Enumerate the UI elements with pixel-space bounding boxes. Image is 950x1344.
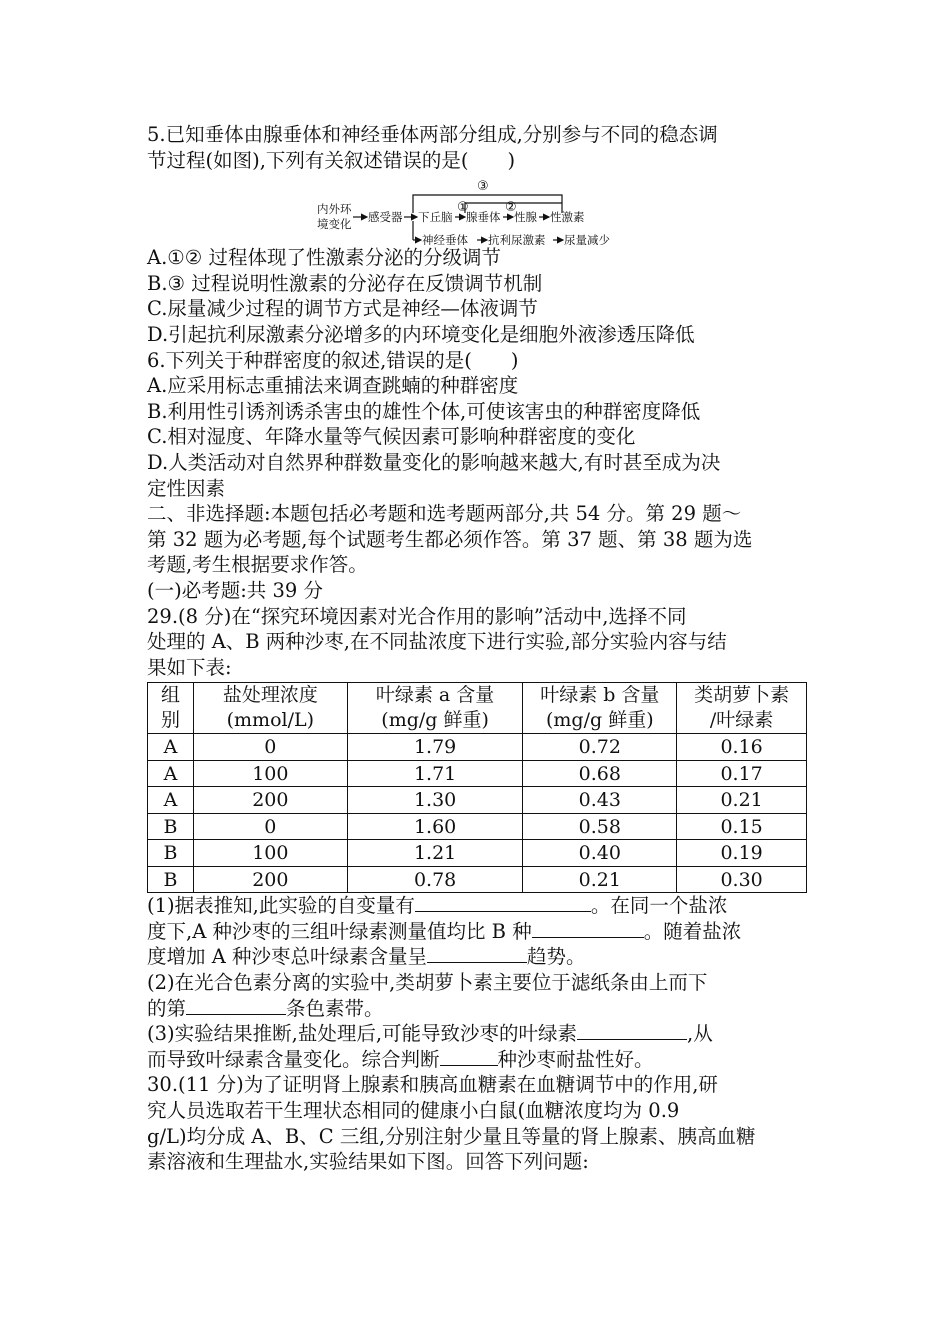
q29-part1-line2: 度下,A 种沙枣的三组叶绿素测量值均比 B 种 。随着盐浓 — [147, 919, 742, 943]
table-row — [148, 813, 807, 840]
table-cell: 1.60 — [347, 813, 523, 840]
q29-intro-line2: 处理的 A、B 两种沙枣,在不同盐浓度下进行实验,部分实验内容与结 — [147, 630, 727, 654]
table-cell: 100 — [193, 760, 347, 787]
q6-option-d-continued: 定性因素 — [147, 476, 226, 500]
diagram-hypothalamus: 下丘脑 — [418, 210, 453, 225]
q30-line2: 究人员选取若干生理状态相同的健康小白鼠(血糖浓度均为 0.9 — [147, 1099, 680, 1123]
table-cell: 1.21 — [347, 840, 523, 867]
q6-option-a: A.应采用标志重捕法来调查跳蝻的种群密度 — [147, 374, 519, 398]
diagram-env-line2: 境变化 — [317, 217, 352, 232]
diagram-circle-1: ① — [457, 200, 469, 216]
q5-option-a: A.①② 过程体现了性激素分泌的分级调节 — [147, 246, 501, 270]
diagram-urine: 尿量减少 — [564, 233, 610, 246]
section2-line1: 二、非选择题:本题包括必考题和选考题两部分,共 54 分。第 29 题～ — [147, 502, 742, 526]
diagram-adh: 抗利尿激素 — [488, 233, 546, 246]
table-cell: 100 — [193, 840, 347, 867]
q29-intro-line3: 果如下表: — [147, 655, 232, 679]
table-cell: 200 — [193, 866, 347, 893]
diagram-sex-hormone: 性激素 — [550, 210, 585, 225]
table-cell: B — [148, 866, 194, 893]
table-cell: 0.30 — [677, 866, 807, 893]
table-row — [148, 840, 807, 867]
table-row — [148, 760, 807, 787]
diagram-neuro: 神经垂体 — [422, 233, 468, 246]
section2-line2: 第 32 题为必考题,每个试题考生都必须作答。第 37 题、第 38 题为选 — [147, 527, 753, 551]
table-cell: A — [148, 734, 194, 761]
q29-part2-line2: 的第 条色素带。 — [147, 996, 384, 1020]
q30-line4: 素溶液和生理盐水,实验结果如下图。回答下列问题: — [147, 1150, 589, 1174]
table-cell: 0.58 — [523, 813, 677, 840]
section2-line3: 考题,考生根据要求作答。 — [147, 553, 368, 577]
header-carotenoid-ratio: 类胡萝卜素 /叶绿素 — [677, 683, 807, 734]
table-cell: 1.30 — [347, 787, 523, 814]
table-cell: 0.21 — [523, 866, 677, 893]
q6-option-d: D.人类活动对自然界种群数量变化的影响越来越大,有时甚至成为决 — [147, 450, 721, 474]
answer-blank[interactable] — [577, 1021, 687, 1040]
answer-blank[interactable] — [440, 1047, 498, 1066]
table-cell: B — [148, 840, 194, 867]
q29-data-table — [147, 682, 807, 893]
table-header-row — [148, 683, 807, 734]
q30-line1: 30.(11 分)为了证明肾上腺素和胰高血糖素在血糖调节中的作用,研 — [147, 1073, 718, 1097]
table-cell: 200 — [193, 787, 347, 814]
pituitary-diagram — [147, 173, 815, 245]
answer-blank[interactable] — [532, 919, 644, 938]
q30-line3: g/L)均分成 A、B、C 三组,分别注射少量且等量的肾上腺素、胰高血糖 — [147, 1124, 756, 1148]
table-cell: 0.68 — [523, 760, 677, 787]
table-row — [148, 787, 807, 814]
table-cell: 0.72 — [523, 734, 677, 761]
q29-part1-line1: (1)据表推知,此实验的自变量有 。在同一个盐浓 — [147, 894, 728, 918]
q5-stem-line1: 5.已知垂体由腺垂体和神经垂体两部分组成,分别参与不同的稳态调 — [147, 123, 718, 146]
table-cell: 0.16 — [677, 734, 807, 761]
q29-part1-line3: 度增加 A 种沙枣总叶绿素含量呈 趋势。 — [147, 945, 586, 969]
section2-subheading: (一)必考题:共 39 分 — [147, 578, 323, 602]
table-cell: 0.43 — [523, 787, 677, 814]
q5-option-d: D.引起抗利尿激素分泌增多的内环境变化是细胞外液渗透压降低 — [147, 322, 695, 346]
table-cell: 0 — [193, 734, 347, 761]
q6-option-c: C.相对湿度、年降水量等气候因素可影响种群密度的变化 — [147, 425, 636, 449]
table-row — [148, 866, 807, 893]
table-cell: 0.21 — [677, 787, 807, 814]
diagram-svg — [317, 173, 637, 245]
table-cell: A — [148, 787, 194, 814]
table-cell: 0.15 — [677, 813, 807, 840]
table-cell: 0.40 — [523, 840, 677, 867]
exam-page — [147, 122, 815, 1175]
table-cell: 0.19 — [677, 840, 807, 867]
q29-part3-line1: (3)实验结果推断,盐处理后,可能导致沙枣的叶绿素 ,从 — [147, 1022, 713, 1046]
header-salt-concentration: 盐处理浓度 (mmol/L) — [193, 683, 347, 734]
q29-part3-line2: 而导致叶绿素含量变化。综合判断 种沙枣耐盐性好。 — [147, 1047, 654, 1071]
q6-option-b: B.利用性引诱剂诱杀害虫的雄性个体,可使该害虫的种群密度降低 — [147, 399, 701, 423]
diagram-receptor: 感受器 — [368, 210, 403, 225]
table-cell: 0.78 — [347, 866, 523, 893]
header-chlorophyll-a: 叶绿素 a 含量 (mg/g 鲜重) — [347, 683, 523, 734]
q5-stem-line2: 节过程(如图),下列有关叙述错误的是( ) — [147, 148, 516, 172]
answer-blank[interactable] — [186, 996, 286, 1015]
diagram-circle-2: ② — [505, 200, 517, 216]
q29-intro-line1: 29.(8 分)在“探究环境因素对光合作用的影响”活动中,选择不同 — [147, 604, 687, 628]
table-cell: 1.79 — [347, 734, 523, 761]
q5-option-c: C.尿量减少过程的调节方式是神经—体液调节 — [147, 297, 538, 321]
diagram-adeno: 腺垂体 — [466, 210, 501, 225]
q29-part2-line1: (2)在光合色素分离的实验中,类胡萝卜素主要位于滤纸条由上而下 — [147, 971, 708, 995]
table-row — [148, 734, 807, 761]
diagram-circle-3: ③ — [477, 179, 489, 195]
q5-option-b: B.③ 过程说明性激素的分泌存在反馈调节机制 — [147, 271, 543, 295]
header-group: 组 别 — [148, 683, 194, 734]
table-cell: B — [148, 813, 194, 840]
table-cell: A — [148, 760, 194, 787]
diagram-env-line1: 内外环 — [317, 202, 352, 217]
table-cell: 1.71 — [347, 760, 523, 787]
diagram-gonad: 性腺 — [514, 210, 537, 225]
header-chlorophyll-b: 叶绿素 b 含量 (mg/g 鲜重) — [523, 683, 677, 734]
table-cell: 0.17 — [677, 760, 807, 787]
answer-blank[interactable] — [415, 893, 591, 912]
table-cell: 0 — [193, 813, 347, 840]
q6-stem: 6.下列关于种群密度的叙述,错误的是( ) — [147, 348, 519, 372]
answer-blank[interactable] — [427, 944, 527, 963]
